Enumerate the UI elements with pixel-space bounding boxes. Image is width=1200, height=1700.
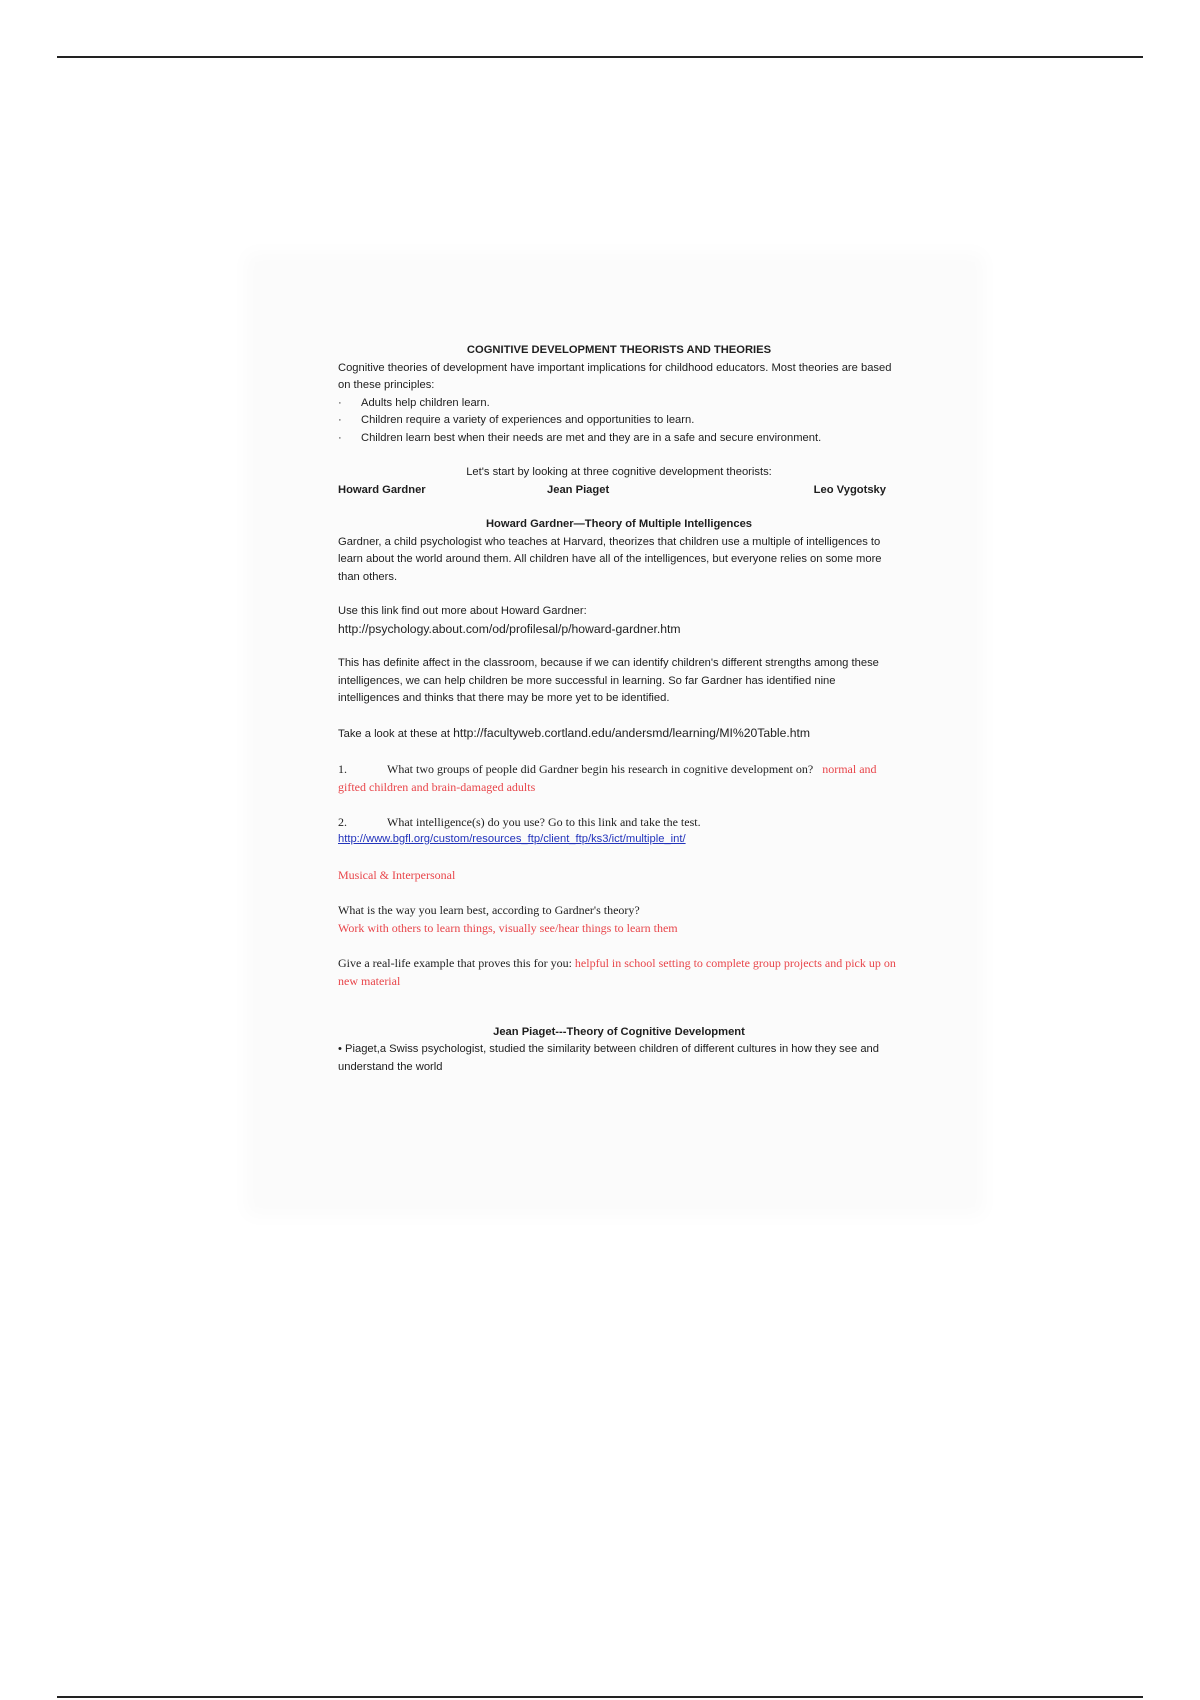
gardner-link-url[interactable]: http://psychology.about.com/od/profilesal/p/howard-gardner.htm bbox=[338, 621, 681, 636]
gardner-link-intro: Use this link find out more about Howard Gardner: bbox=[338, 605, 587, 617]
principle-item bbox=[338, 395, 900, 413]
bullet-marker: · bbox=[338, 414, 342, 426]
question-1-text: What two groups of people did Gardner begin his research in cognitive development on? bbox=[387, 762, 814, 776]
principle-item bbox=[338, 430, 900, 448]
intelligence-test-link[interactable]: http://www.bgfl.org/custom/resources_ftp/client_ftp/ks3/ict/multiple_int/ bbox=[338, 833, 686, 845]
gardner-heading: Howard Gardner—Theory of Multiple Intelligences bbox=[485, 518, 753, 530]
question-2 bbox=[338, 813, 900, 831]
take-look-text: Take a look at these at bbox=[338, 727, 454, 740]
question-1 bbox=[338, 760, 900, 796]
top-rule bbox=[57, 56, 1143, 58]
question-4-answer: helpful in school setting to complete group projects and pick up on new material bbox=[338, 955, 896, 988]
question-3-answer: Work with others to learn things, visually see/hear things to learn them bbox=[338, 920, 678, 935]
take-look-line bbox=[338, 725, 900, 744]
principle-text: Adults help children learn. bbox=[361, 396, 490, 409]
question-number: 1. bbox=[338, 762, 347, 776]
principle-text: Children learn best when their needs are met and they are in a safe and secure environment. bbox=[361, 431, 822, 444]
theorist-gardner: Howard Gardner bbox=[338, 483, 426, 496]
theorist-piaget: Jean Piaget bbox=[547, 483, 610, 496]
test-link-line bbox=[338, 831, 900, 849]
principle-text: Children require a variety of experiences and opportunities to learn. bbox=[361, 414, 695, 426]
question-number: 2. bbox=[338, 815, 347, 829]
bullet-marker: · bbox=[338, 431, 342, 444]
theorist-vygotsky: Leo Vygotsky bbox=[813, 483, 886, 496]
principle-item bbox=[338, 412, 900, 430]
document-title: COGNITIVE DEVELOPMENT THEORISTS AND THEORIES bbox=[466, 344, 772, 356]
document-content bbox=[338, 342, 900, 1076]
piaget-heading: Jean Piaget---Theory of Cognitive Development bbox=[493, 1025, 745, 1038]
question-4 bbox=[338, 954, 900, 990]
bottom-rule bbox=[57, 1696, 1143, 1698]
question-2-text: What intelligence(s) do you use? Go to this link and take the test. bbox=[387, 815, 701, 829]
bullet-marker: · bbox=[338, 396, 342, 409]
question-4-text: Give a real-life example that proves this for you: bbox=[338, 955, 575, 970]
intro-paragraph: Cognitive theories of development have important implications for childhood educators. Most theories are based on these principles: bbox=[338, 361, 892, 391]
theorists-intro: Let's start by looking at three cognitive development theorists: bbox=[466, 466, 772, 478]
gardner-paragraph: Gardner, a child psychologist who teaches at Harvard, theorizes that children use a multiple of intelligences to learn about the world around them. All children have all of the intelligences, but everyone relies on some more than others. bbox=[338, 535, 882, 583]
question-2-answer: Musical & Interpersonal bbox=[338, 867, 456, 882]
question-1-answer: normal and gifted children and brain-damaged adults bbox=[338, 762, 877, 794]
piaget-paragraph: • Piaget,a Swiss psychologist, studied the similarity between children of different cultures in how they see and understand the world bbox=[338, 1043, 879, 1073]
question-3: What is the way you learn best, according to Gardner's theory? bbox=[338, 902, 640, 917]
classroom-paragraph: This has definite affect in the classroom, because if we can identify children's different strengths among these intelligences, we can help children be more successful in learning. So far Gardner has identified nine intelligences and thinks that there may be more yet to be identified. bbox=[338, 657, 879, 704]
theorists-row bbox=[338, 482, 900, 500]
intelligences-table-url[interactable]: http://facultyweb.cortland.edu/andersmd/learning/MI%20Table.htm bbox=[453, 725, 811, 740]
